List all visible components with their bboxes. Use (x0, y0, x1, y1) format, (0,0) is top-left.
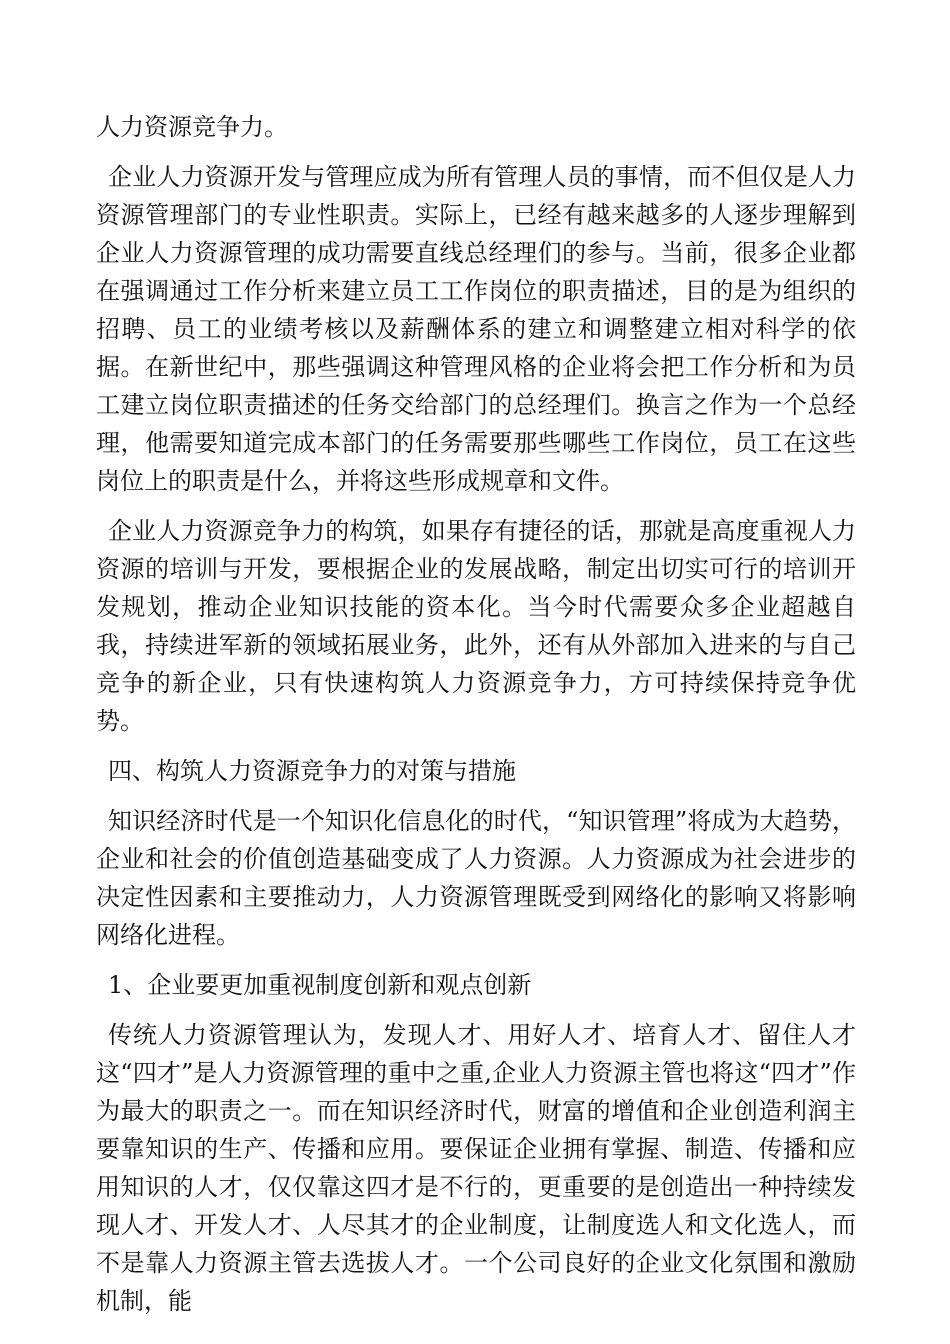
subsection-heading-one: 1、企业要更加重视制度创新和观点创新 (108, 971, 532, 999)
paragraph-traditional-hr: 传统人力资源管理认为，发现人才、用好人才、培育人才、留住人才这“四才”是人力资源管理的重中之重,企业人力资源主管也将这“四才”作为最大的职责之一。而在知识经济时代，财富的增值和企业创造利润主要靠知识的生产、传播和应用。要保证企业拥有掌握、制造、传播和应用知识的人才，仅仅靠这四才是不行的，更重要的是创造出一种持续发现人才、开发人才、人尽其才的企业制度，让制度选人和文化选人，而不是靠人力资源主管去选拔人才。一个公司良好的企业文化氛围和激励机制，能 (96, 1021, 856, 1315)
paragraph-management-responsibility: 企业人力资源开发与管理应成为所有管理人员的事情，而不但仅是人力资源管理部门的专业性职责。实际上，已经有越来越多的人逐步理解到企业人力资源管理的成功需要直线总经理们的参与。当前，很多企业都在强调通过工作分析来建立员工工作岗位的职责描述，目的是为组织的招聘、员工的业绩考核以及薪酬体系的建立和调整建立相对科学的依据。在新世纪中，那些强调这种管理风格的企业将会把工作分析和为员工建立岗位职责描述的任务交给部门的总经理们。换言之作为一个总经理，他需要知道完成本部门的任务需要那些哪些工作岗位，员工在这些岗位上的职责是什么，并将这些形成规章和文件。 (96, 163, 856, 495)
paragraph-knowledge-economy: 知识经济时代是一个知识化信息化的时代，“知识管理”将成为大趋势，企业和社会的价值创造基础变成了人力资源。人力资源成为社会进步的决定性因素和主要推动力，人力资源管理既受到网络化的影响又将影响网络化进程。 (96, 807, 856, 949)
paragraph-continuation: 人力资源竞争力。 (96, 113, 288, 141)
document-body (96, 108, 856, 1332)
paragraph-competitiveness-building: 企业人力资源竞争力的构筑，如果存有捷径的话，那就是高度重视人力资源的培训与开发，要根据企业的发展战略，制定出切实可行的培训开发规划，推动企业知识技能的资本化。当今时代需要众多企业超越自我，持续进军新的领域拓展业务，此外，还有从外部加入进来的与自己竞争的新企业，只有快速构筑人力资源竞争力，方可持续保持竞争优势。 (96, 517, 856, 735)
section-heading-four: 四、构筑人力资源竞争力的对策与措施 (108, 757, 516, 785)
